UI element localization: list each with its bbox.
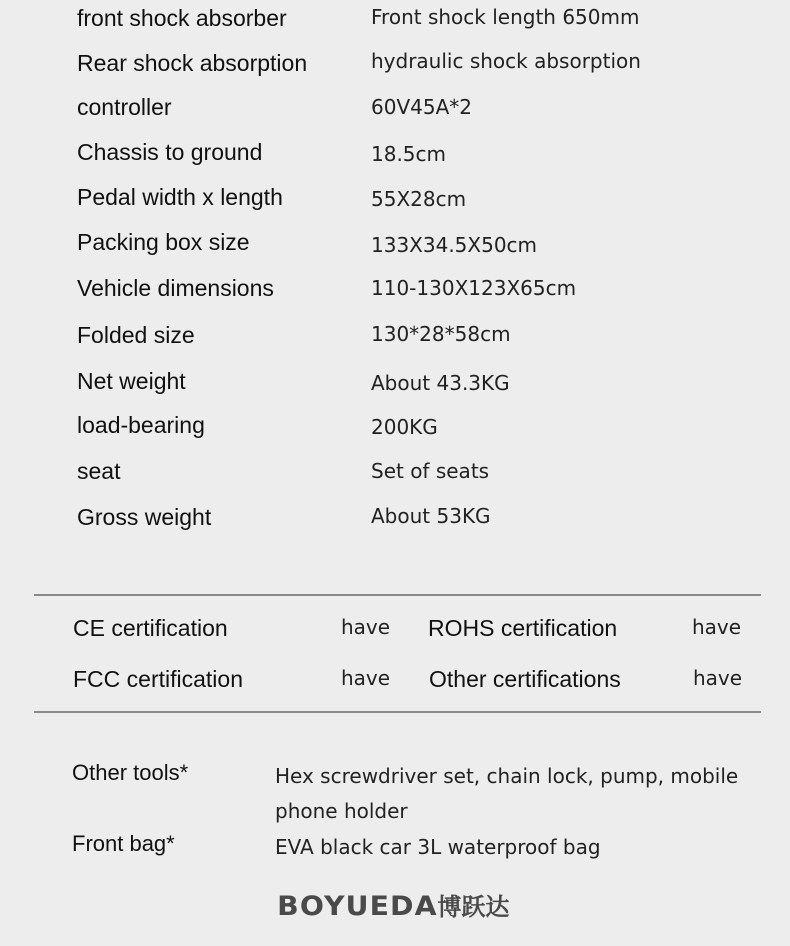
cert-label: Other certifications [429, 666, 621, 692]
spec-label: Rear shock absorption [77, 50, 308, 76]
cert-label: ROHS certification [428, 615, 618, 641]
spec-label: Vehicle dimensions [77, 275, 274, 301]
logo-chinese: 博跃达 [437, 893, 510, 921]
spec-value: 110-130X123X65cm [371, 276, 577, 300]
divider [34, 711, 761, 713]
spec-value: Front shock length 650mm [371, 5, 640, 29]
cert-value: have [693, 666, 743, 690]
spec-label: Packing box size [77, 229, 250, 255]
logo-wordmark: BOYUEDA [276, 891, 438, 922]
accessory-value: Hex screwdriver set, chain lock, pump, mobile phone holder [275, 764, 739, 823]
spec-label: front shock absorber [77, 5, 287, 31]
cert-value: have [341, 615, 391, 639]
divider [34, 594, 761, 596]
cert-label: FCC certification [73, 666, 243, 692]
spec-label: Net weight [77, 368, 186, 394]
cert-value: have [692, 615, 742, 639]
cert-value: have [341, 666, 391, 690]
spec-value: 60V45A*2 [371, 95, 472, 119]
spec-label: Folded size [77, 322, 195, 348]
spec-value: 200KG [371, 415, 438, 439]
accessory-label: Other tools* [72, 760, 189, 785]
spec-label: seat [77, 458, 121, 484]
spec-label: Gross weight [77, 504, 212, 530]
spec-value: 133X34.5X50cm [371, 233, 538, 257]
spec-label: load-bearing [77, 412, 205, 438]
spec-label: controller [77, 94, 172, 120]
spec-value: Set of seats [371, 459, 490, 483]
spec-value: 130*28*58cm [371, 322, 511, 346]
spec-value: 55X28cm [371, 187, 467, 211]
spec-value: hydraulic shock absorption [371, 49, 641, 73]
spec-value: About 53KG [371, 504, 491, 528]
spec-label: Pedal width x length [77, 184, 283, 210]
spec-label: Chassis to ground [77, 139, 263, 165]
spec-value: About 43.3KG [371, 371, 510, 395]
accessory-value: EVA black car 3L waterproof bag [275, 835, 601, 859]
accessory-label: Front bag* [72, 831, 175, 856]
spec-value: 18.5cm [371, 142, 447, 166]
cert-label: CE certification [73, 615, 228, 641]
brand-logo [0, 887, 790, 922]
